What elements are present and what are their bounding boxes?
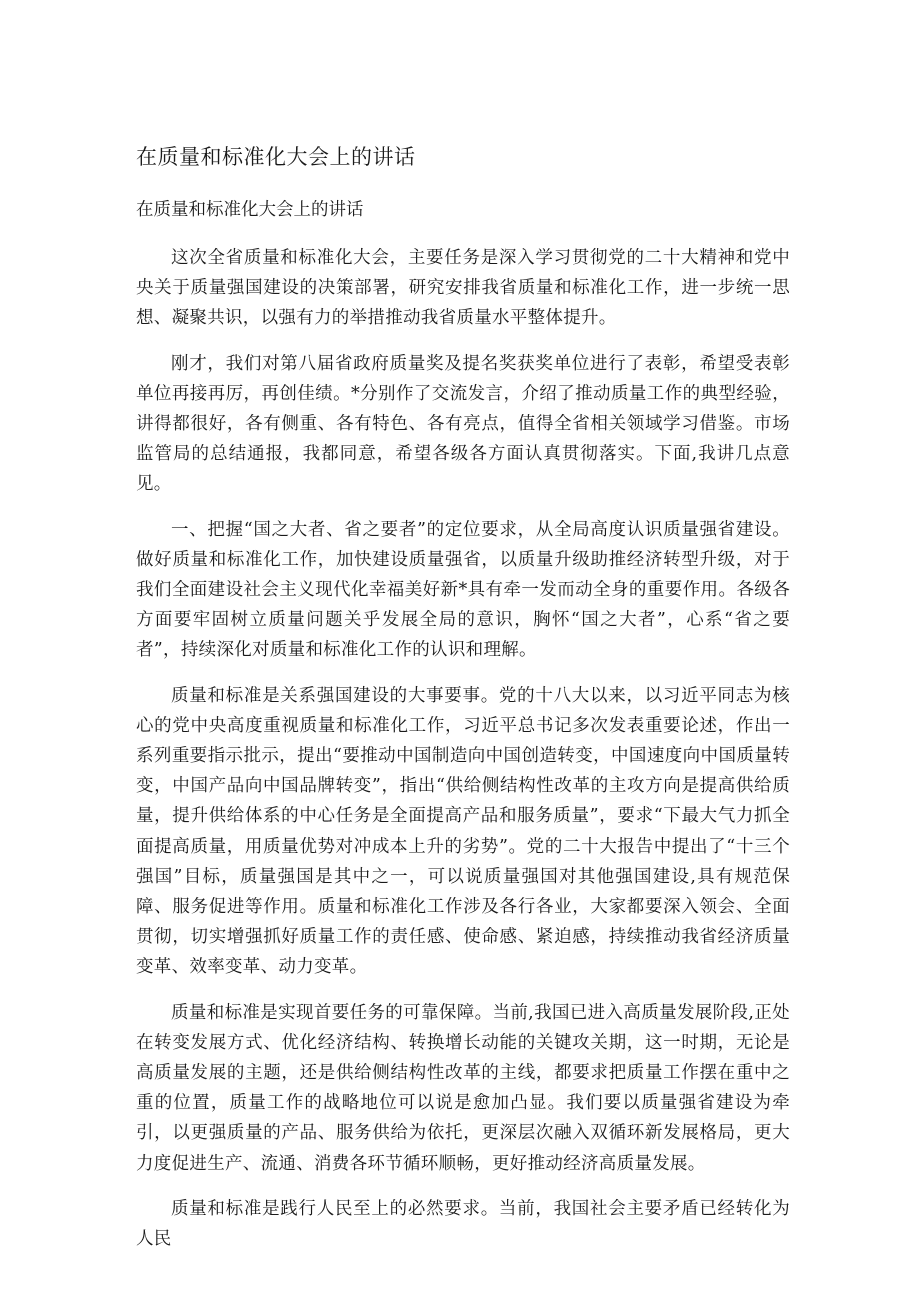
paragraph-3: 一、把握“国之大者、省之要者”的定位要求，从全局高度认识质量强省建设。做好质量和标准化工作，加快建设质量强省，以质量升级助推经济转型升级，对于我们全面建设社会主义现代化幸福美好新*具有牵一发而动全身的重要作用。各级各方面要牢固树立质量问题关乎发展全局的意识，胸怀“国之大者”，心系“省之要者”，持续深化对质量和标准化工作的认识和理解。 [136, 519, 790, 661]
paragraph-6: 质量和标准是践行人民至上的必然要求。当前，我国社会主要矛盾已经转化为人民 [136, 1198, 790, 1250]
paragraph-1: 这次全省质量和标准化大会，主要任务是深入学习贯彻党的二十大精神和党中央关于质量强国建设的决策部署，研究安排我省质量和标准化工作，进一步统一思想、凝聚共识，以强有力的举措推动我省质量水平整体提升。 [136, 248, 790, 329]
paragraph-5: 质量和标准是实现首要任务的可靠保障。当前,我国已进入高质量发展阶段,正处在转变发展方式、优化经济结构、转换增长动能的关键攻关期，这一时期，无论是高质量发展的主题，还是供给侧结构性改革的主线，都要求把质量工作摆在重中之重的位置，质量工作的战略地位可以说是愈加凸显。我们要以质量强省建设为牵引，以更强质量的产品、服务供给为依托，更深层次融入双循环新发展格局，更大力度促进生产、流通、消费各环节循环顺畅，更好推动经济高质量发展。 [136, 1002, 790, 1174]
document-title: 在质量和标准化大会上的讲话 [136, 145, 416, 169]
document-body [136, 195, 790, 1269]
document-subtitle: 在质量和标准化大会上的讲话 [136, 200, 364, 220]
paragraph-2: 刚才，我们对第八届省政府质量奖及提名奖获奖单位进行了表彰，希望受表彰单位再接再厉，再创佳绩。*分别作了交流发言，介绍了推动质量工作的典型经验，讲得都很好，各有侧重、各有特色、各有亮点，值得全省相关领域学习借鉴。市场监管局的总结通报，我都同意，希望各级各方面认真贯彻落实。下面,我讲几点意见。 [136, 353, 790, 495]
paragraph-4: 质量和标准是关系强国建设的大事要事。党的十八大以来，以习近平同志为核心的党中央高度重视质量和标准化工作，习近平总书记多次发表重要论述，作出一系列重要指示批示，提出“要推动中国制造向中国创造转变，中国速度向中国质量转变，中国产品向中国品牌转变”，指出“供给侧结构性改革的主攻方向是提高供给质量，提升供给体系的中心任务是全面提高产品和服务质量”，要求“下最大气力抓全面提高质量，用质量优势对冲成本上升的劣势”。党的二十大报告中提出了“十三个强国”目标，质量强国是其中之一，可以说质量强国对其他强国建设,具有规范保障、服务促进等作用。质量和标准化工作涉及各行各业，大家都要深入领会、全面贯彻，切实增强抓好质量工作的责任感、使命感、紧迫感，持续推动我省经济质量变革、效率变革、动力变革。 [136, 685, 790, 978]
